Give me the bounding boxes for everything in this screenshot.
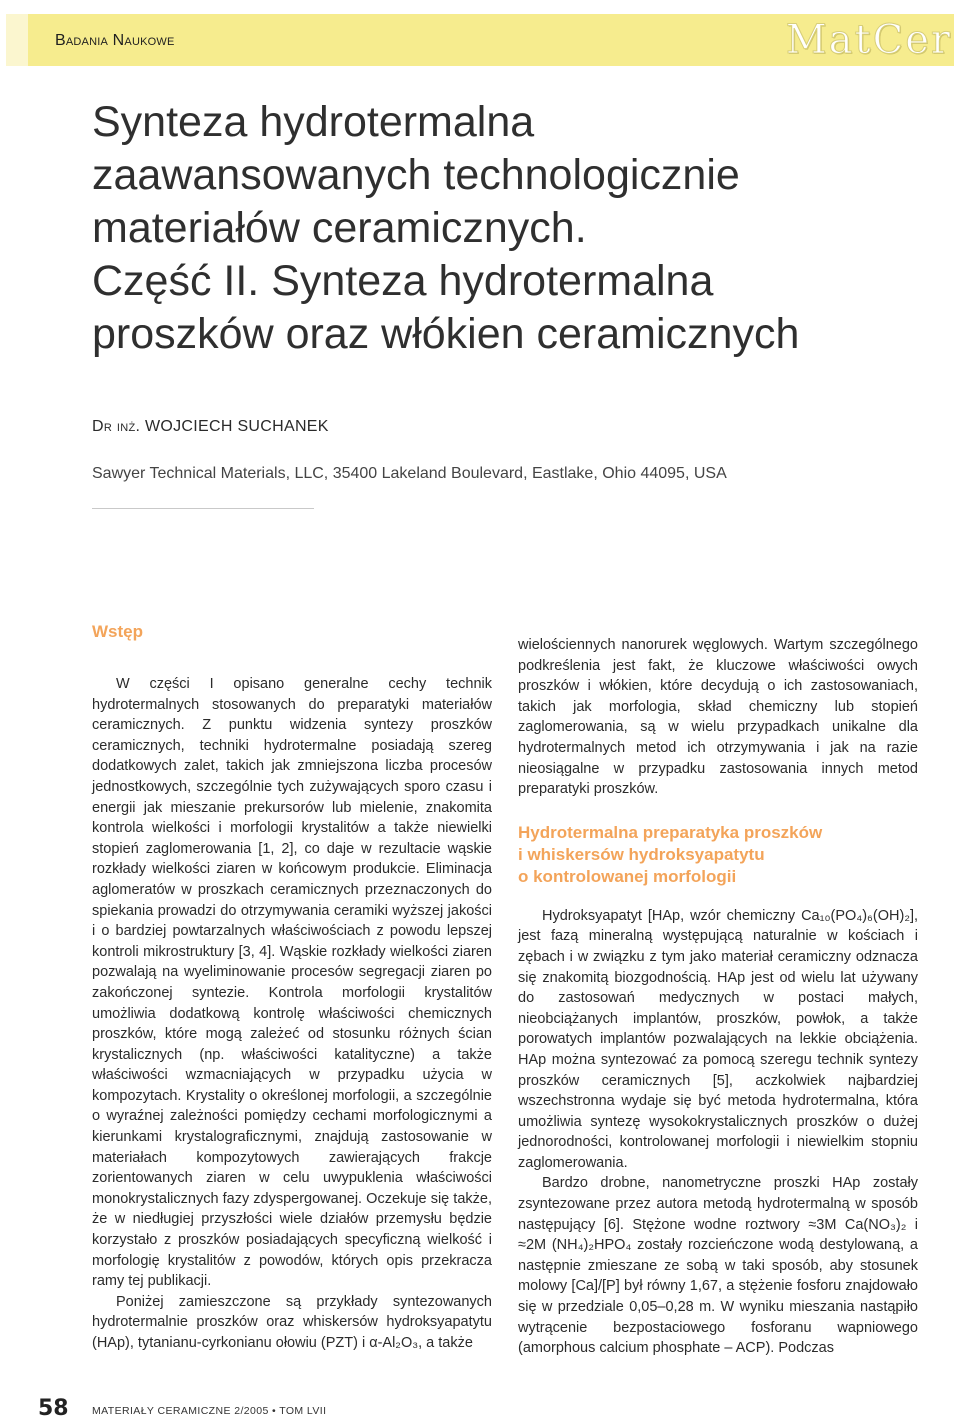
intro-paragraph-continued: wielościennych nanorurek węglowych. Wartym szczególnego podkreślenia jest fakt, że kluczowe właściwości owych proszków i włókien, które decydują o ich zastosowaniach, takich jak morfologia, skład chemiczny lub stopień zaglomerowania, są w wielu przypadkach unikalne dla hydrotermalnych metod ich otrzymywania i jak na razie nieosiągalne w przypadku zastosowania innych metod preparatyki proszków. xyxy=(518,637,918,798)
title-line: Część II. Synteza hydrotermalna xyxy=(92,257,714,305)
hap-heading-line: i whiskersów hydroksyapatytu xyxy=(518,844,765,864)
author-line xyxy=(92,418,329,436)
title-line: Synteza hydrotermalna xyxy=(92,98,535,146)
right-column xyxy=(518,635,918,1359)
hap-heading xyxy=(518,822,918,888)
intro-heading: Wstęp xyxy=(92,622,143,641)
divider xyxy=(92,508,314,509)
left-column xyxy=(92,674,492,1354)
author-degree: Dr inż. xyxy=(92,418,141,435)
intro-paragraph: W części I opisano generalne cechy technik hydrotermalnych stosowanych do preparatyki materiałów ceramicznych. Z punktu widzenia syntezy proszków ceramicznych, techniki hydrotermalne posiadają szereg dodatkowych zalet, takich jak zmniejszona liczba procesów jednostkowych, szczególnie tych zużywających sporo czasu i energii jak mieszanie prekursorów lub mielenie, znakomita kontrola wielkości i morfologii krystalitów a także niewielki stopień zaglomerowania [1, 2], co daje w rezultacie wąskie rozkłady wielkości ziaren w końcowym produkcie. Eliminacja aglomeratów w proszkach ceramicznych przeznaczonych do spiekania prowadzi do otrzymywania ceramiki wyższej jakości i o bardziej powtarzalnych właściwościach z powodu lepszej kontroli mikrostruktury [3, 4]. Wąskie rozkłady wielkości ziaren pozwalają na wyeliminowanie procesów segregacji ziaren po zakończonej syntezie. Kontrola morfologii krystalitów umożliwia dodatkową kontrolę właściwości chemicznych proszków, które mogą zależeć od stosunku różnych ścian krystalicznych (np. właściwości katalityczne) a także właściwości wzmacniających w przypadku użycia w kompozytach. Krystality o określonej morfologii, a szczególnie o wyraźnej zależności pomiędzy cechami morfologicznymi a kierunkami krystalograficznymi, znajdują zastosowanie w materiałach kompozytowych zawierających frakcje zorientowanych ziaren w celu uwypuklenia właściwości monokrystalicznych fazy zdyspergowanej. Oczekuje się także, że w niedługiej przyszłości wiele działów przemysłu będzie korzystało z proszków posiadających specyficzną wielkość i morfologię krystalitów z powodów, których opis przekracza ramy tej publikacji. xyxy=(92,676,492,1290)
author-name: WOJCIECH SUCHANEK xyxy=(144,418,329,435)
page-number: 58 xyxy=(38,1396,69,1421)
title-line: zaawansowanych technologicznie xyxy=(92,151,740,199)
journal-issue: MATERIAŁY CERAMICZNE 2/2005 • TOM LVII xyxy=(92,1405,327,1417)
section-label: Badania Naukowe xyxy=(55,32,175,49)
hap-paragraph: Hydroksyapatyt [HAp, wzór chemiczny Ca₁₀(PO₄)₆(OH)₂], jest fazą mineralną występującą naturalnie w kościach i zębach i w związku z tym jako materiał ceramiczny odznacza się znakomitą biozgodnością. HAp jest od wielu lat używany do zastosowań medycznych w postaci małych, nieobciążanych implantów, proszków, powłok, a także porowatych implantów pozwalających na lekkie obciążenia. HAp można syntezować za pomocą szeregu technik syntezy proszków ceramicznych [5], aczkolwiek najbardziej wszechstronna wydaje się być metoda hydrotermalna, która umożliwia syntezę wysokokrystalicznych proszków o dużej jednorodności, kontrolowanej morfologii i niewielkim stopniu zaglomerowania. xyxy=(518,907,918,1171)
title-line: proszków oraz włókien ceramicznych xyxy=(92,310,800,358)
article-title xyxy=(92,96,912,361)
hap-heading-line: o kontrolowanej morfologii xyxy=(518,866,737,886)
intro-paragraph: Poniżej zamieszczone są przykłady syntezowanych hydrotermalnie proszków oraz whiskersów hydroksyapatytu (HAp), tytanianu-cyrkonianu ołowiu (PZT) i α-Al₂O₃, a także xyxy=(92,1293,492,1351)
affiliation: Sawyer Technical Materials, LLC, 35400 Lakeland Boulevard, Eastlake, Ohio 44095, USA xyxy=(92,465,727,482)
hap-heading-line: Hydrotermalna preparatyka proszków xyxy=(518,822,823,842)
journal-logo: MatCer xyxy=(785,17,952,63)
hap-paragraph: Bardzo drobne, nanometryczne proszki HAp zostały zsyntezowane przez autora metodą hydrotermalną w sposób następujący [6]. Stężone wodne roztwory ≈3M Ca(NO₃)₂ i ≈2M (NH₄)₂HPO₄ zostały rozcieńczone wodą destylowaną, a następnie zmieszane ze sobą w taki sposób, aby stosunek molowy [Ca]/[P] był równy 1,67, a stężenie fosforu znajdowało się w przedziale 0,05–0,28 m. W wyniku mieszania nastąpiło wytrącenie bezpostaciowego fosforanu wapniowego (amorphous calcium phosphate – ACP). Podczas xyxy=(518,1175,918,1357)
title-line: materiałów ceramicznych. xyxy=(92,204,587,252)
header-stripe xyxy=(6,14,28,66)
